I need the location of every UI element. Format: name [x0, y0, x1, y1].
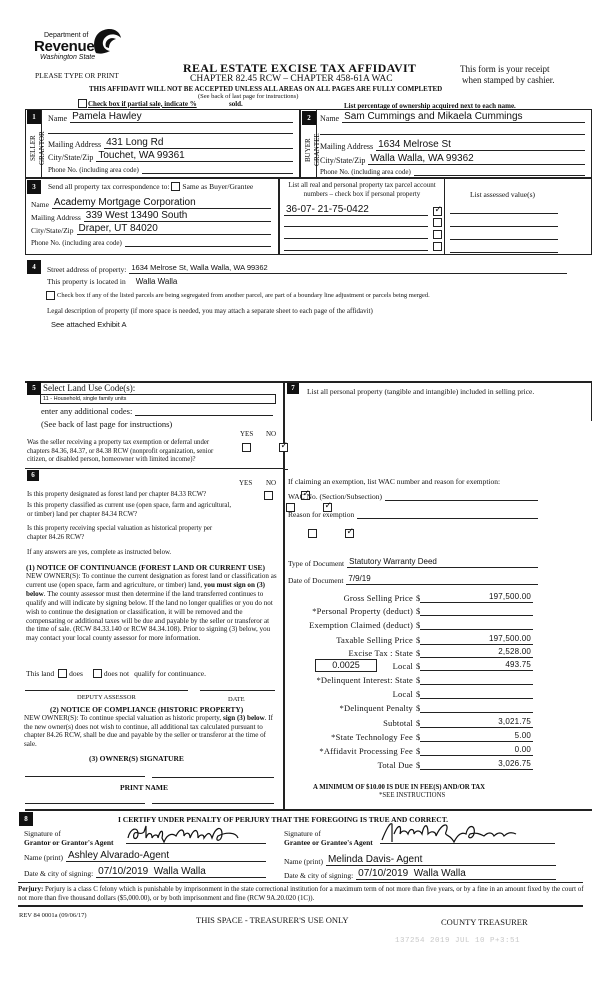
notice-compliance-text [24, 714, 280, 748]
seller-phone-row [48, 164, 293, 174]
correspondence-intro: Send all property tax correspondence to: [48, 182, 170, 191]
currency-symbol: $ [416, 661, 421, 671]
buyer-city-row [320, 153, 585, 165]
assessed-value-field[interactable] [450, 230, 558, 240]
corr-city-row [31, 223, 271, 235]
section-2-badge: 2 [302, 111, 316, 125]
currency-symbol: $ [416, 635, 421, 645]
grantee-date-row [284, 868, 556, 880]
section-5-badge: 5 [27, 381, 41, 395]
assessed-value-row [450, 230, 558, 240]
land-use-yes-header: YES [240, 430, 254, 438]
perjury-text: Perjury is a class C felony which is punishable by imprisonment in the state correctional institution for a maximum term of not more than five years, or by a fine in an amount fixed by the court of not more than five thousand dollars ($5,000.00), or by both imprisonment and fine (RCW 9A.20.020 (1C)). [18, 886, 584, 902]
seller-city-field[interactable]: Touchet, WA 99361 [96, 150, 293, 162]
seller-mailing-label: Mailing Address [48, 140, 102, 149]
fee-label: Gross Selling Price [343, 593, 413, 603]
grantor-date-row [24, 866, 266, 878]
seller-name2-row [48, 123, 293, 134]
grantor-name-row [24, 850, 266, 862]
currency-symbol: $ [416, 732, 421, 742]
treasurer-stamp: 137254 2019 JUL 10 P+3:51 [395, 937, 521, 945]
wac-label: WAC No. (Section/Subsection) [288, 492, 382, 501]
parcel-row [284, 204, 442, 216]
grantee-signature-scribble-icon [380, 820, 555, 844]
assessor-date-line[interactable] [200, 690, 275, 691]
grantee-sig-label-line1: Signature of [284, 829, 321, 838]
grantor-name-field[interactable]: Ashley Alvarado-Agent [66, 850, 266, 862]
buyer-name-label: Name [320, 114, 340, 123]
currency-symbol: $ [416, 606, 421, 616]
fee-label: Total Due [377, 760, 413, 770]
reason-label: Reason for exemption [288, 510, 355, 519]
historical-no-checkbox[interactable] [345, 529, 354, 538]
forest-land-yes-checkbox[interactable] [264, 491, 273, 500]
fee-label: Subtotal [383, 718, 413, 728]
seller-name-field[interactable]: Pamela Hawley [70, 111, 293, 123]
corr-name-field[interactable]: Academy Mortgage Corporation [52, 197, 271, 209]
fee-value[interactable] [420, 703, 533, 713]
corr-mailing-label: Mailing Address [31, 213, 81, 222]
logo-state: Washington State [40, 54, 96, 61]
fee-value[interactable] [420, 689, 533, 699]
parcel-row [284, 229, 442, 239]
deputy-assessor-label: DEPUTY ASSESSOR [77, 694, 136, 701]
grantor-sig-label-line2: Grantor or Grantor's Agent [24, 838, 114, 847]
seller-phone-field[interactable] [142, 164, 293, 174]
local-rate-box[interactable]: 0.0025 [315, 659, 377, 672]
fee-row-gross [288, 592, 533, 603]
corr-name-label: Name [31, 200, 49, 209]
reason-row [288, 509, 538, 519]
fee-value[interactable]: 2,528.00 [420, 647, 533, 658]
minimum-fee-note: A MINIMUM OF $10.00 IS DUE IN FEE(S) AND/OR TAX [313, 784, 486, 791]
buyer-name-field[interactable]: Sam Cummings and Mikaela Cummings [342, 111, 585, 123]
doc-type-field[interactable]: Statutory Warranty Deed [347, 556, 538, 568]
grantor-signature-scribble-icon [126, 822, 266, 844]
historical-question: Is this property receiving special valuation as historical property per chapter 84.26 RCW? [27, 525, 213, 541]
fee-row-excise-state [288, 647, 533, 658]
receipt-note [460, 64, 554, 86]
exemption-intro: If claiming an exemption, list WAC number and reason for exemption: [288, 477, 501, 486]
seller-mailing-row [48, 137, 293, 149]
perjury-top-border [18, 882, 583, 883]
currency-symbol: $ [416, 760, 421, 770]
form-warning: THIS AFFIDAVIT WILL NOT BE ACCEPTED UNLESS ALL AREAS ON ALL PAGES ARE FULLY COMPLETED [89, 85, 443, 93]
personal-property-checkbox[interactable] [433, 242, 442, 251]
buyer-mailing-row [320, 139, 585, 151]
segregated-row [46, 291, 430, 300]
grantee-signature-field[interactable] [380, 820, 555, 844]
currency-symbol: $ [416, 718, 421, 728]
buyer-name-row [320, 111, 585, 123]
county-treasurer: COUNTY TREASURER [441, 917, 528, 927]
notice1-post: . The county assessor must then determine if the land transferred continues to qualify and will indicate by signing below. If the land no longer qualifies or you do not wish to continue the designation or classification, it will be removed and the compensating or additional taxes will be due and payable by the seller or transferor at the time of sale. (RCW 84.33.140 or RCW 84.34.108). Prior to signing (3) below, you may contact your local county assessor for more information. [26, 589, 273, 643]
land-use-no-header: NO [266, 430, 277, 438]
correspondence-intro-row [48, 182, 253, 191]
segregated-checkbox[interactable] [46, 291, 55, 300]
fee-row-personal-property [288, 606, 533, 616]
fee-label: Local [392, 689, 413, 699]
seller-name2-field[interactable] [48, 123, 293, 134]
corr-phone-row [31, 237, 271, 247]
treasurer-use-only: THIS SPACE - TREASURER'S USE ONLY [196, 915, 349, 925]
currency-symbol: $ [416, 593, 421, 603]
grantor-sig-label-line1: Signature of [24, 829, 61, 838]
this-land-label: This land [26, 669, 55, 678]
located-label: This property is located in [47, 277, 126, 286]
assessed-value-field[interactable] [450, 217, 558, 227]
exemption-yes-checkbox[interactable] [242, 443, 251, 452]
wac-field[interactable] [385, 491, 538, 501]
doc-date-field[interactable]: 7/9/19 [346, 573, 538, 585]
fee-label: *Delinquent Penalty [339, 703, 413, 713]
personal-property-checkbox[interactable] [433, 207, 442, 216]
grantor-signature-field[interactable] [126, 822, 266, 844]
fee-value[interactable]: 3,021.75 [420, 717, 533, 728]
grantor-name-label: Name (print) [24, 853, 63, 862]
partial-sale-row [78, 99, 197, 108]
notice-continuance-text [26, 572, 278, 643]
buyer-phone-row [320, 166, 585, 176]
additional-codes-field[interactable] [135, 406, 273, 416]
parcel-row [284, 241, 442, 251]
reason-field[interactable] [357, 509, 538, 519]
section-3-badge: 3 [27, 180, 41, 194]
fee-row-exemption [288, 620, 533, 630]
same-as-buyer-label: Same as Buyer/Grantee [182, 182, 254, 191]
fee-row-subtotal [288, 717, 533, 728]
assessed-value-field[interactable] [450, 204, 558, 214]
doc-date-row [288, 573, 538, 585]
notice1-pre: NEW OWNER(S): To continue the current designation as forest land or classification as current use (open space, farm and agriculture, or timber) land, [26, 572, 277, 589]
currency-symbol: $ [416, 746, 421, 756]
buyer-side-label: BUYER GRANTEE [304, 133, 321, 167]
buyer-name2-field[interactable] [320, 124, 585, 135]
does-not-label: does not [103, 669, 130, 678]
section8-top-border [25, 809, 592, 811]
sold-label: sold. [229, 100, 243, 108]
currency-symbol: $ [416, 648, 421, 658]
fee-value[interactable] [420, 606, 533, 616]
assessed-value-row [450, 204, 558, 214]
located-field[interactable]: Walla Walla [135, 277, 178, 286]
seller-side-label: SELLER GRANTOR [29, 131, 46, 166]
assessed-value-field[interactable] [450, 243, 558, 253]
buyer-city-label: City/State/Zip [320, 156, 366, 165]
print-name-label: PRINT NAME [120, 783, 168, 792]
located-row [47, 277, 177, 286]
assessed-value-row [450, 243, 558, 253]
does-label: does [69, 669, 83, 678]
corr-city-field[interactable]: Draper, UT 84020 [77, 223, 272, 235]
notice2-post: . If the new owner(s) does not wish to continue, all additional tax calculated pursuant to chapter 84.26 RCW, shall be due and payable by the seller or transferor at the time of sale. [24, 714, 274, 748]
grantee-sig-label-line2: Grantee or Grantee's Agent [284, 838, 373, 847]
buyer-phone-field[interactable] [414, 166, 585, 176]
fee-row-total-due [288, 759, 533, 770]
corr-mailing-field[interactable]: 339 West 13490 South [84, 210, 271, 222]
print-name-line-2[interactable] [152, 803, 274, 804]
wac-row [288, 491, 538, 501]
fee-value[interactable]: 493.75 [420, 660, 533, 671]
grantor-date-field[interactable]: 07/10/2019 Walla Walla [96, 866, 266, 878]
owner-signature-line-1[interactable] [25, 776, 145, 777]
section-4-badge: 4 [27, 260, 41, 274]
ownership-note: List percentage of ownership acquired next to each name. [344, 102, 516, 110]
see-back-instructions: (See back of last page for instructions) [198, 93, 299, 100]
section-7-badge: 7 [287, 383, 299, 394]
does-qualify-checkbox[interactable] [58, 669, 67, 678]
parcel-number-field[interactable] [284, 241, 428, 251]
continuance-qualify-row [26, 669, 206, 678]
currency-symbol: $ [416, 689, 421, 699]
currency-symbol: $ [416, 675, 421, 685]
notice2-pre: NEW OWNER(S): To continue special valuation as historic property, [24, 714, 222, 722]
buyer-phone-label: Phone No. (including area code) [320, 168, 411, 176]
notice-compliance-title: (2) NOTICE OF COMPLIANCE (HISTORIC PROPERTY) [50, 705, 244, 714]
fee-label: Exemption Claimed (deduct) [309, 620, 413, 630]
section7-mid-border [283, 469, 288, 470]
seller-name-label: Name [48, 114, 68, 123]
buyer-mailing-label: Mailing Address [320, 142, 374, 151]
assessed-value-row [450, 217, 558, 227]
qualify-label: qualify for continuance. [134, 669, 206, 678]
seller-name-row [48, 111, 293, 123]
fee-label: Excise Tax : State [348, 648, 413, 658]
buyer-city-field[interactable]: Walla Walla, WA 99362 [368, 153, 585, 165]
street-address-field[interactable]: 1634 Melrose St, Walla Walla, WA 99362 [129, 262, 567, 274]
fee-row-taxable [288, 634, 533, 645]
land-use-code-select[interactable]: 11 - Household, single family units [40, 394, 276, 404]
additional-codes-row [41, 406, 273, 416]
grantee-name-field[interactable]: Melinda Davis- Agent [326, 854, 556, 866]
please-type-or-print: PLEASE TYPE OR PRINT [35, 71, 119, 80]
section5-bottom-border [25, 468, 284, 469]
section6-yes-header: YES [239, 479, 253, 487]
fee-label: *Delinquent Interest: State [316, 675, 413, 685]
grantee-name-row [284, 854, 556, 866]
seller-phone-label: Phone No. (including area code) [48, 166, 139, 174]
fee-value[interactable]: 0.00 [420, 745, 533, 756]
grantee-name-label: Name (print) [284, 857, 323, 866]
grantor-date-label: Date & city of signing: [24, 869, 94, 878]
corr-mailing-row [31, 210, 271, 222]
personal-property-label: List all personal property (tangible and intangible) included in selling price. [307, 387, 535, 396]
fee-value[interactable] [420, 675, 533, 685]
assessed-header: List assessed value(s) [470, 190, 535, 199]
seller-city-row [48, 150, 293, 162]
fee-row-technology [288, 731, 533, 742]
correspondence-divider [278, 178, 280, 255]
section-8-badge: 8 [19, 812, 33, 826]
perjury-bold: Perjury: [18, 886, 44, 893]
perjury-notice [18, 886, 586, 903]
doc-type-row [288, 556, 538, 568]
see-instructions-note: *SEE INSTRUCTIONS [379, 792, 446, 799]
notice-continuance-title: (1) NOTICE OF CONTINUANCE (FOREST LAND OR CURRENT USE) [26, 563, 266, 572]
parcel-header [282, 181, 442, 198]
segregated-label: Check box if any of the listed parcels are being segregated from another parcel, are part of a boundary line adjustment or parcels being merged. [57, 292, 430, 299]
notice1-bold: you must sign on (3) below [26, 580, 265, 598]
fee-value[interactable] [420, 620, 533, 630]
fee-label: *Personal Property (deduct) [312, 606, 413, 616]
grantee-date-label: Date & city of signing: [284, 871, 354, 880]
form-title: REAL ESTATE EXCISE TAX AFFIDAVIT [183, 61, 417, 75]
parcel-number-field[interactable] [284, 217, 428, 227]
section-6-badge: 6 [27, 470, 39, 481]
street-address-row [47, 262, 567, 274]
parcel-number-field[interactable]: 36-07- 21-75-0422 [284, 204, 428, 216]
fee-row-processing [288, 745, 533, 756]
currency-symbol: $ [416, 620, 421, 630]
doc-type-label: Type of Document [288, 559, 345, 568]
receipt-note-line1: This form is your receipt [460, 64, 550, 74]
parcel-header-line1: List all real and personal property tax parcel account [288, 181, 436, 189]
notice2-bold: sign (3) below [222, 714, 265, 722]
personal-property-checkbox[interactable] [433, 218, 442, 227]
parcel-number-field[interactable] [284, 229, 428, 239]
assessor-date-label: DATE [228, 696, 245, 703]
section-1-badge: 1 [27, 110, 41, 124]
parcel-assessed-divider [444, 178, 445, 255]
grantor-signature-label [24, 829, 114, 847]
land-use-label: Select Land Use Code(s): [43, 383, 136, 393]
does-not-qualify-checkbox[interactable] [93, 669, 102, 678]
logo-revenue: Revenue [34, 38, 95, 55]
doc-date-label: Date of Document [288, 576, 344, 585]
street-address-label: Street address of property: [47, 265, 127, 274]
dor-logo [34, 24, 124, 62]
fee-label: Taxable Selling Price [336, 635, 413, 645]
legal-description-label: Legal description of property (if more space is needed, you may attach a separate sheet to each page of the affidavit) [47, 307, 373, 315]
corr-name-row [31, 197, 271, 209]
fee-label: Local [392, 661, 413, 671]
currency-symbol: $ [416, 703, 421, 713]
fee-value[interactable]: 197,500.00 [420, 592, 533, 603]
historical-yes-checkbox[interactable] [308, 529, 317, 538]
grantee-date-field[interactable]: 07/10/2019 Walla Walla [356, 868, 556, 880]
parcel-row [284, 217, 442, 227]
partial-sale-label: Check box if partial sale, indicate % [88, 99, 197, 108]
fee-value[interactable]: 5.00 [420, 731, 533, 742]
fee-row-delinquent-penalty [288, 703, 533, 713]
if-yes-instruction: If any answers are yes, complete as instructed below. [27, 549, 172, 556]
current-use-question: Is this property classified as current use (open space, farm and agricultural, or timber) land per chapter 84.34 RCW? [27, 502, 232, 518]
owner-signature-line-2[interactable] [152, 777, 274, 778]
forest-land-question: Is this property designated as forest land per chapter 84.33 RCW? [27, 491, 207, 498]
same-as-buyer-checkbox[interactable] [171, 182, 180, 191]
additional-codes-label: enter any additional codes: [41, 406, 133, 416]
fee-label: *State Technology Fee [331, 732, 413, 742]
exemption-question: Was the seller receiving a property tax exemption or deferral under chapters 84.36, 84.37, or 84.38 RCW (nonprofit organization, senior citizen, or disabled person, homeowner with limited income)? [27, 439, 214, 464]
legal-description-field[interactable]: See attached Exhibit A [51, 320, 127, 329]
land-use-see-back: (See back of last page for instructions) [41, 419, 173, 429]
buyer-name2-row [320, 124, 585, 135]
seller-buyer-divider [299, 109, 301, 178]
partial-sale-percent-input[interactable] [205, 106, 229, 107]
form-chapters: CHAPTER 82.45 RCW – CHAPTER 458-61A WAC [190, 74, 393, 84]
print-name-line-1[interactable] [25, 803, 145, 804]
fee-row-delinquent-interest-state [288, 675, 533, 685]
deputy-assessor-signature-line[interactable] [25, 690, 188, 691]
section6-no-header: NO [266, 479, 277, 487]
dor-swirl-logo-icon [92, 27, 122, 55]
corr-phone-label: Phone No. (including area code) [31, 239, 122, 247]
corr-phone-field[interactable] [125, 237, 271, 247]
perjury-bottom-border [18, 905, 583, 907]
personal-property-checkbox[interactable] [433, 230, 442, 239]
buyer-mailing-field[interactable]: 1634 Melrose St [376, 139, 585, 151]
parcel-header-line2: numbers – check box if personal property [303, 189, 421, 198]
fee-value[interactable]: 197,500.00 [420, 634, 533, 645]
fee-value[interactable]: 3,026.75 [420, 759, 533, 770]
lower-frame-right-border [591, 381, 592, 421]
fee-row-excise-local [288, 660, 533, 671]
logo-dept-line1: Department of [44, 32, 89, 39]
form-number: REV 84 0001a (09/06/17) [19, 912, 87, 919]
grantee-signature-label [284, 829, 373, 847]
fee-label: *Affidavit Processing Fee [319, 746, 413, 756]
certify-statement: I CERTIFY UNDER PENALTY OF PERJURY THAT THE FOREGOING IS TRUE AND CORRECT. [118, 815, 449, 824]
receipt-note-line2: when stamped by cashier. [462, 75, 555, 85]
fee-row-delinquent-interest-local [288, 689, 533, 699]
exemption-no-checkbox[interactable] [279, 443, 288, 452]
partial-sale-checkbox[interactable] [78, 99, 87, 108]
seller-mailing-field[interactable]: 431 Long Rd [104, 137, 293, 149]
seller-city-label: City/State/Zip [48, 153, 94, 162]
owner-signature-label: (3) OWNER(S) SIGNATURE [89, 754, 184, 763]
personal-property-field[interactable] [300, 410, 560, 465]
corr-city-label: City/State/Zip [31, 226, 74, 235]
